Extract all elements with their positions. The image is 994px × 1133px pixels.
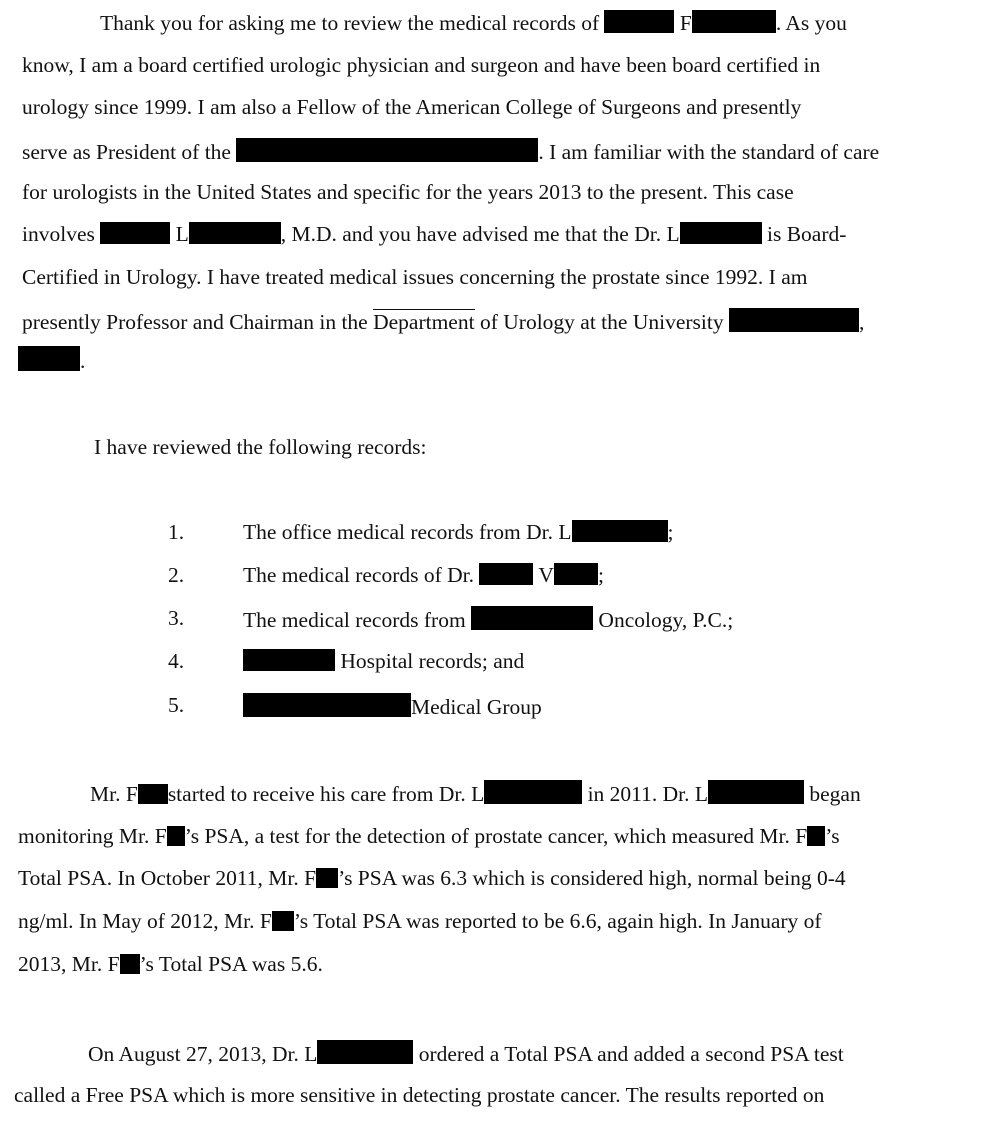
p1-line-7: Certified in Urology. I have treated medical issues concerning the prostate since 1992. I am bbox=[22, 265, 808, 289]
p2-line-1 bbox=[90, 780, 861, 807]
redaction bbox=[243, 693, 411, 717]
text: ’s PSA, a test for the detection of prostate cancer, which measured Mr. F bbox=[184, 824, 808, 848]
redaction bbox=[189, 222, 281, 244]
redaction bbox=[120, 954, 140, 974]
text: The office medical records from Dr. L bbox=[243, 520, 572, 544]
redaction bbox=[708, 780, 804, 804]
text: Thank you for asking me to review the medical records of bbox=[100, 11, 600, 35]
p2-line-4 bbox=[18, 909, 822, 934]
redaction bbox=[807, 826, 825, 846]
text: . bbox=[80, 349, 86, 373]
text: The medical records from bbox=[243, 608, 466, 632]
p2-line-3 bbox=[18, 866, 846, 891]
text: . As you bbox=[775, 11, 847, 35]
redaction bbox=[680, 222, 762, 244]
record-item-3 bbox=[243, 606, 733, 633]
text: in 2011. Dr. L bbox=[587, 782, 709, 806]
redaction bbox=[479, 563, 533, 585]
text: presently Professor and Chairman in the bbox=[22, 310, 374, 334]
text: began bbox=[809, 782, 861, 806]
redaction bbox=[316, 868, 338, 888]
redaction bbox=[272, 911, 294, 931]
p3-line-1 bbox=[88, 1040, 844, 1067]
text: Mr. F bbox=[90, 782, 138, 806]
text: of Urology at the University bbox=[474, 310, 724, 334]
text: Total PSA. In October 2011, Mr. F bbox=[18, 866, 317, 890]
text: ; bbox=[597, 563, 604, 587]
text: F bbox=[679, 11, 692, 35]
p1-line-3: urology since 1999. I am also a Fellow of the American College of Surgeons and presently bbox=[22, 95, 802, 119]
redaction bbox=[138, 784, 168, 804]
redaction bbox=[236, 138, 538, 162]
p1-line-2: know, I am a board certified urologic physician and surgeon and have been board certified in bbox=[22, 53, 821, 77]
p1-line-8 bbox=[22, 308, 864, 335]
text: ordered a Total PSA and added a second PSA test bbox=[418, 1042, 844, 1066]
text: started to receive his care from Dr. L bbox=[167, 782, 485, 806]
record-item-4 bbox=[243, 649, 524, 674]
p3-line-2: called a Free PSA which is more sensitive in detecting prostate cancer. The results reported on bbox=[14, 1083, 825, 1107]
redaction bbox=[729, 308, 859, 332]
p1-line-1 bbox=[100, 10, 847, 36]
text: ’s bbox=[825, 824, 840, 848]
p2-line-2 bbox=[18, 824, 840, 849]
text: Medical Group bbox=[411, 695, 542, 719]
text: Oncology, P.C.; bbox=[598, 608, 734, 632]
text: V bbox=[538, 563, 554, 587]
record-item-1 bbox=[243, 520, 674, 545]
redaction bbox=[554, 563, 598, 585]
redaction bbox=[18, 346, 80, 371]
redaction bbox=[317, 1040, 413, 1064]
record-number: 3. bbox=[168, 606, 185, 630]
text: monitoring Mr. F bbox=[18, 824, 167, 848]
redaction bbox=[572, 520, 668, 542]
p1-line-5: for urologists in the United States and specific for the years 2013 to the present. This case bbox=[22, 180, 794, 204]
text: . I am familiar with the standard of care bbox=[538, 140, 880, 164]
text: serve as President of the bbox=[22, 140, 231, 164]
records-intro: I have reviewed the following records: bbox=[94, 435, 427, 459]
redaction bbox=[692, 10, 776, 33]
text: is Board- bbox=[766, 222, 847, 246]
p1-line-9 bbox=[18, 346, 85, 374]
text: The medical records of Dr. bbox=[243, 563, 475, 587]
record-number: 2. bbox=[168, 563, 185, 587]
text: Hospital records; and bbox=[340, 649, 525, 673]
text: L bbox=[175, 222, 189, 246]
redaction bbox=[100, 222, 170, 244]
redaction bbox=[484, 780, 582, 804]
p1-line-4 bbox=[22, 138, 879, 165]
redaction bbox=[243, 649, 335, 671]
record-number: 4. bbox=[168, 649, 185, 673]
text: ’s Total PSA was reported to be 6.6, again high. In January of bbox=[293, 909, 822, 933]
text: 2013, Mr. F bbox=[18, 952, 120, 976]
redaction bbox=[604, 10, 674, 33]
text: , bbox=[858, 310, 865, 334]
p2-line-5 bbox=[18, 952, 323, 977]
record-number: 5. bbox=[168, 693, 185, 717]
text: ’s PSA was 6.3 which is considered high, normal being 0-4 bbox=[338, 866, 846, 890]
redaction bbox=[471, 606, 593, 630]
text: On August 27, 2013, Dr. L bbox=[88, 1042, 318, 1066]
text: , M.D. and you have advised me that the Dr. L bbox=[280, 222, 680, 246]
text: Department bbox=[373, 310, 475, 334]
record-item-2 bbox=[243, 563, 604, 588]
record-item-5 bbox=[243, 693, 542, 720]
text: ; bbox=[667, 520, 674, 544]
text: ’s Total PSA was 5.6. bbox=[139, 952, 323, 976]
p1-line-6 bbox=[22, 222, 846, 247]
redaction bbox=[167, 826, 185, 846]
text: ng/ml. In May of 2012, Mr. F bbox=[18, 909, 272, 933]
record-number: 1. bbox=[168, 520, 185, 544]
text: involves bbox=[22, 222, 95, 246]
